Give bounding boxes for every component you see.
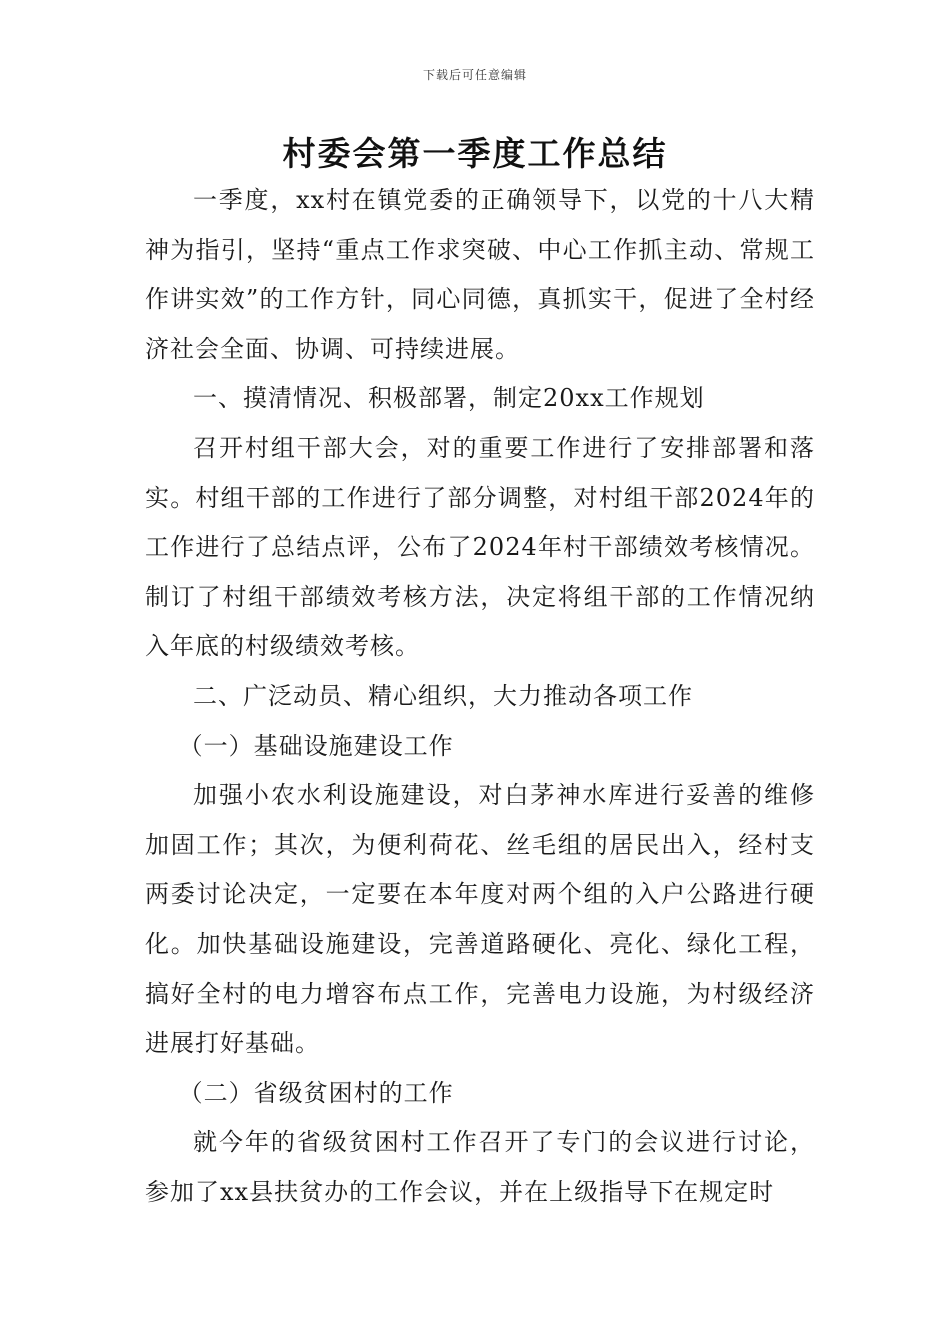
- document-title: 村委会第一季度工作总结: [282, 134, 668, 173]
- subsection-2-paragraph: 就今年的省级贫困村工作召开了专门的会议进行讨论，参加了xx县扶贫办的工作会议，并在上级指导下在规定时: [145, 1128, 815, 1206]
- subsection-1-paragraph: 加强小农水利设施建设，对白茅神水库进行妥善的维修加固工作；其次，为便利荷花、丝毛组的居民出入，经村支两委讨论决定，一定要在本年度对两个组的入户公路进行硬化。加快基础设施建设，完善道路硬化、亮化、绿化工程，搞好全村的电力增容布点工作，完善电力设施，为村级经济进展打好基础。: [145, 781, 815, 1058]
- subsection-heading-2: （二）省级贫困村的工作: [178, 1078, 454, 1107]
- intro-paragraph: 一季度，xx村在镇党委的正确领导下，以党的十八大精神为指引，坚持“重点工作求突破、中心工作抓主动、常规工作讲实效”的工作方针，同心同德，真抓实干，促进了全村经济社会全面、协调、可持续进展。: [145, 186, 815, 363]
- section-1-paragraph: 召开村组干部大会，对的重要工作进行了安排部署和落实。村组干部的工作进行了部分调整，对村组干部2024年的工作进行了总结点评，公布了2024年村干部绩效考核情况。制订了村组干部绩效考核方法，决定将组干部的工作情况纳入年底的村级绩效考核。: [145, 433, 815, 661]
- header-note: 下载后可任意编辑: [422, 68, 527, 82]
- subsection-heading-1: （一）基础设施建设工作: [178, 731, 454, 760]
- section-heading-1: 一、摸清情况、积极部署，制定20xx工作规划: [193, 384, 705, 413]
- section-heading-2: 二、广泛动员、精心组织，大力推动各项工作: [193, 681, 693, 710]
- document-body: [145, 176, 815, 1217]
